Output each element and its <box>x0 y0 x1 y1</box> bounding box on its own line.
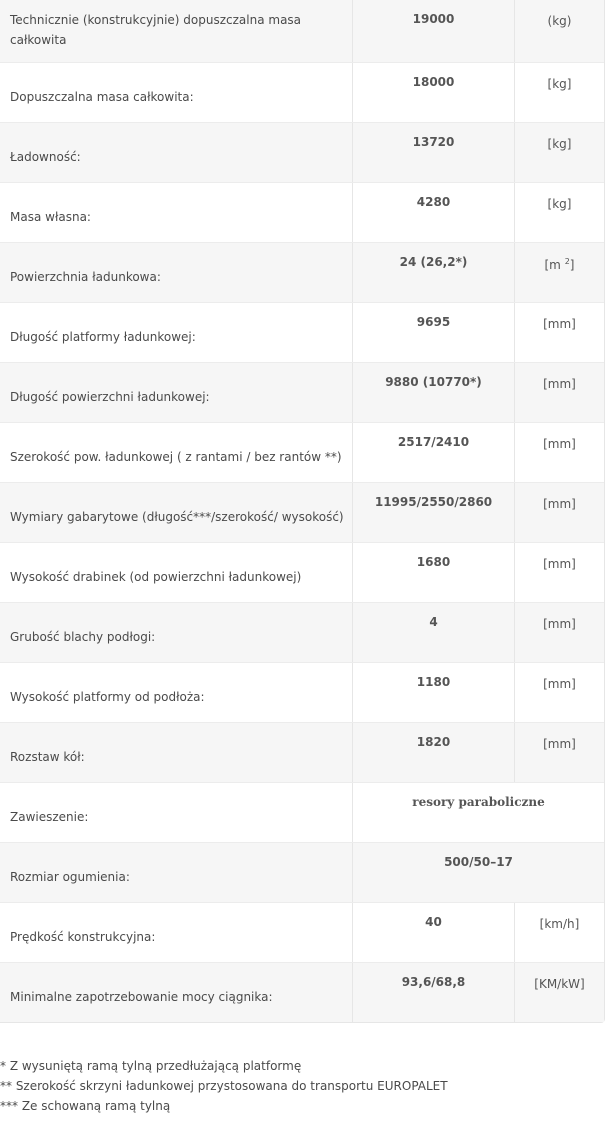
spec-label: Długość platformy ładunkowej: <box>0 303 353 362</box>
unit-text: [m <box>544 258 561 272</box>
spec-unit: [kg] <box>547 137 572 151</box>
spec-label: Szerokość pow. ładunkowej ( z rantami / bez rantów **) <box>0 423 353 482</box>
spec-value: 93,6/68,8 <box>353 963 515 1022</box>
spec-label: Prędkość konstrukcyjna: <box>0 903 353 962</box>
spec-value: 9880 (10770*) <box>353 363 515 422</box>
table-row <box>0 542 604 602</box>
footnote: * Z wysuniętą ramą tylną przedłużającą platformę <box>0 1059 302 1073</box>
spec-unit <box>515 243 604 302</box>
spec-unit: [mm] <box>543 557 576 571</box>
spec-value: 13720 <box>353 123 515 182</box>
spec-unit: [mm] <box>543 677 576 691</box>
table-row <box>0 482 604 542</box>
spec-unit: [KM/kW] <box>534 977 585 991</box>
spec-label: Rozmiar ogumienia: <box>0 843 353 902</box>
spec-unit: [mm] <box>543 437 576 451</box>
spec-label: Powierzchnia ładunkowa: <box>0 243 353 302</box>
spec-unit: [mm] <box>543 737 576 751</box>
table-row <box>0 722 604 782</box>
spec-label: Wymiary gabarytowe (długość***/szerokość/ wysokość) <box>0 483 353 542</box>
spec-unit: [kg] <box>547 197 572 211</box>
spec-label: Wysokość drabinek (od powierzchni ładunkowej) <box>0 543 353 602</box>
table-row <box>0 242 604 302</box>
spec-value: 2517/2410 <box>353 423 515 482</box>
spec-value: 24 (26,2*) <box>353 243 515 302</box>
spec-label: Grubość blachy podłogi: <box>0 603 353 662</box>
table-row <box>0 422 604 482</box>
table-row <box>0 842 604 902</box>
table-row <box>0 122 604 182</box>
table-row <box>0 902 604 962</box>
spec-unit: [mm] <box>543 497 576 511</box>
spec-label: Dopuszczalna masa całkowita: <box>0 63 353 122</box>
spec-label: Zawieszenie: <box>0 783 353 842</box>
spec-value: resory paraboliczne <box>412 795 545 809</box>
spec-label: Rozstaw kół: <box>0 723 353 782</box>
footnote: *** Ze schowaną ramą tylną <box>0 1099 171 1113</box>
spec-label: Minimalne zapotrzebowanie mocy ciągnika: <box>0 963 353 1022</box>
table-row <box>0 782 604 842</box>
spec-unit: [mm] <box>543 617 576 631</box>
table-row <box>0 602 604 662</box>
table-row <box>0 662 604 722</box>
spec-unit: [km/h] <box>539 917 580 931</box>
spec-value: 40 <box>353 903 515 962</box>
spec-unit: [kg] <box>547 77 572 91</box>
spec-value: 11995/2550/2860 <box>353 483 515 542</box>
spec-unit: [mm] <box>543 377 576 391</box>
table-row <box>0 962 604 1022</box>
table-row <box>0 0 604 62</box>
table-row <box>0 362 604 422</box>
spec-label: Masa własna: <box>0 183 353 242</box>
spec-unit: [mm] <box>543 317 576 331</box>
spec-value: 4280 <box>353 183 515 242</box>
footnotes <box>0 1056 448 1116</box>
table-row <box>0 182 604 242</box>
spec-unit: (kg) <box>547 14 572 28</box>
table-row <box>0 302 604 362</box>
unit-superscript: 2 <box>564 257 570 266</box>
spec-value: 1820 <box>353 723 515 782</box>
spec-label: Technicznie (konstrukcyjnie) dopuszczalna masa całkowita <box>0 0 353 62</box>
unit-close: ] <box>569 258 575 272</box>
table-row <box>0 62 604 122</box>
spec-value: 1180 <box>353 663 515 722</box>
spec-value: 9695 <box>353 303 515 362</box>
spec-value: 19000 <box>353 0 515 62</box>
spec-value: 1680 <box>353 543 515 602</box>
spec-label: Długość powierzchni ładunkowej: <box>0 363 353 422</box>
spec-label: Ładowność: <box>0 123 353 182</box>
spec-value: 500/50–17 <box>444 855 513 869</box>
spec-label: Wysokość platformy od podłoża: <box>0 663 353 722</box>
spec-value: 18000 <box>353 63 515 122</box>
footnote: ** Szerokość skrzyni ładunkowej przystosowana do transportu EUROPALET <box>0 1079 448 1093</box>
spec-value: 4 <box>353 603 515 662</box>
